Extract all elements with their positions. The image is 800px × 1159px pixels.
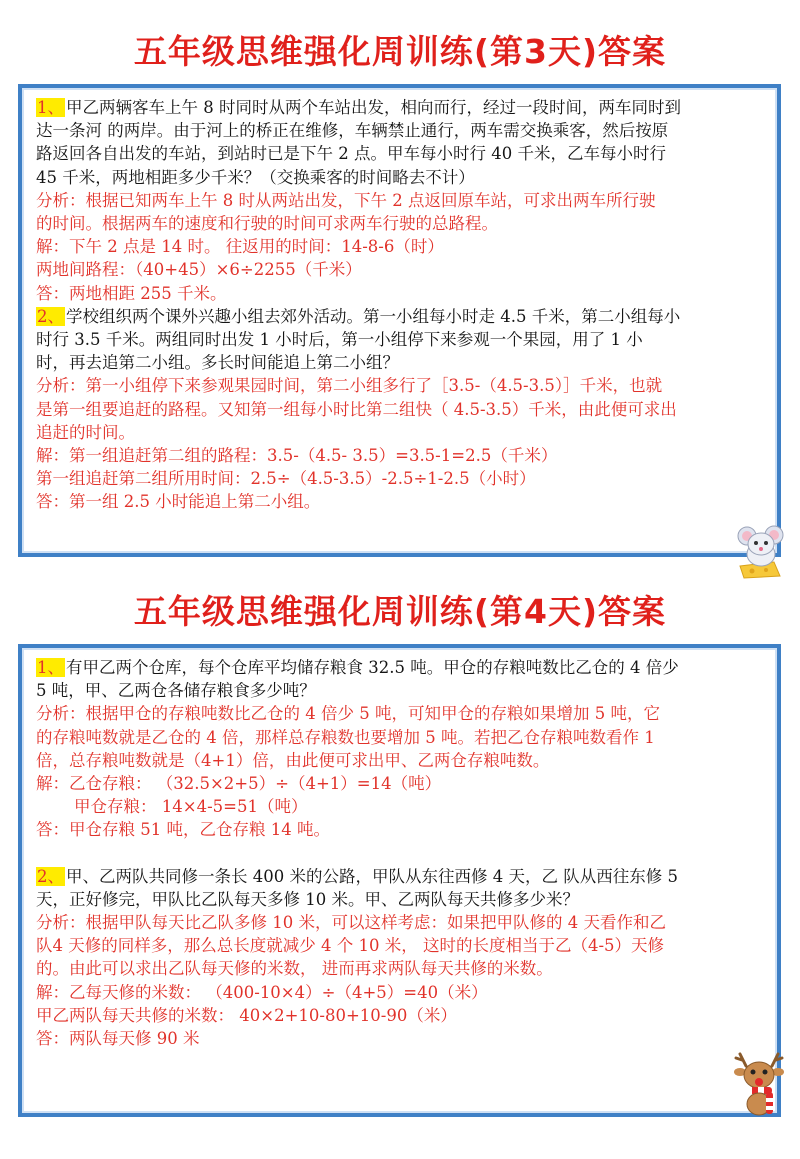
answer-line: 分析：第一小组停下来参观果园时间，第二小组多行了［3.5-（4.5-3.5）］千米，也就 (36, 376, 663, 396)
question-line: 达一条河 的两岸。由于河上的桥正在维修，车辆禁止通行，两车需交换乘客，然后按原 (36, 121, 669, 141)
question-line: 时行 3.5 千米。两组同时出发 1 小时后，第一小组停下来参观一个果园，用了 1 小 (36, 330, 643, 350)
answer-line: 解：第一组追赶第二组的路程：3.5-（4.5- 3.5）=3.5-1=2.5（千米） (36, 446, 558, 466)
problem-number: 1、 (37, 98, 64, 117)
mouse-cheese-icon (734, 522, 786, 580)
question-line: 2、 学校组织两个课外兴趣小组去郊外活动。第一小组每小时走 4.5 千米，第二小组每小 (37, 306, 681, 326)
answer-line: 答：第一组 2.5 小时能追上第二小组。 (36, 492, 321, 512)
problem-1 (36, 96, 765, 305)
answer-line: 解：乙每天修的米数： （400-10×4）÷（4+5）=40（米） (36, 982, 488, 1002)
answer-line: 答：两队每天修 90 米 (36, 1029, 200, 1049)
problem-number: 1、 (37, 658, 64, 677)
day3-title: 五年级思维强化周训练(第3天)答案 (133, 32, 667, 71)
problem-2 (36, 305, 765, 514)
answer-line: 解：下午 2 点是 14 时。 往返用的时间：14-8-6（时） (36, 237, 444, 257)
question-line: 时，再去追第二小组。多长时间能追上第二小组？ (36, 353, 399, 373)
answer-line: 分析：根据甲仓的存粮吨数比乙仓的 4 倍少 5 吨，可知甲仓的存粮如果增加 5 吨，它 (36, 704, 660, 724)
answer-line: 分析：根据甲队每天比乙队多修 10 米，可以这样考虑：如果把甲队修的 4 天看作和乙 (36, 913, 666, 933)
answer-line: 答：甲仓存粮 51 吨，乙仓存粮 14 吨。 (36, 820, 330, 840)
question-line: 45 千米，两地相距多少千米？（交换乘客的时间略去不计） (36, 167, 475, 187)
answer-line: 是第一组要追赶的路程。又知第一组每小时比第二组快（ 4.5-3.5）千米，由此便可求出 (36, 399, 677, 419)
answer-line: 追赶的时间。 (36, 422, 135, 442)
answer-line: 的时间。根据两车的速度和行驶的时间可求两车行驶的总路程。 (36, 214, 498, 234)
question-line: 5 吨，甲、乙两仓各储存粮食多少吨？ (36, 681, 316, 701)
answer-line: 的存粮吨数就是乙仓的 4 倍，那样总存粮数也要增加 5 吨。若把乙仓存粮吨数看作 1 (36, 727, 655, 747)
answer-line: 两地间路程：（40+45）×6÷2255（千米） (36, 260, 362, 280)
day3-answer-box (18, 84, 781, 557)
answer-line: 倍，总存粮吨数就是（4+1）倍，由此便可求出甲、乙两仓存粮吨数。 (36, 750, 550, 770)
reindeer-icon (732, 1048, 786, 1118)
question-line: 2、 甲、乙两队共同修一条长 400 米的公路，甲队从东往西修 4 天，乙 队从西往东修 5 (37, 866, 678, 886)
answer-line: 答：两地相距 255 千米。 (36, 283, 227, 303)
question-line: 天，正好修完，甲队比乙队每天多修 10 米。甲、乙两队每天共修多少米？ (36, 889, 579, 909)
answer-line: 队4 天修的同样多，那么总长度就减少 4 个 10 米， 这时的长度相当于乙（4-5）天修 (36, 936, 665, 956)
question-line: 路返回各自出发的车站，到站时已是下午 2 点。甲车每小时行 40 千米，乙车每小时行 (36, 144, 666, 164)
question-line: 1、 有甲乙两个仓库，每个仓库平均储存粮食 32.5 吨。甲仓的存粮吨数比乙仓的 4 倍少 (37, 658, 679, 677)
question-line: 1、 甲乙两辆客车上午 8 时同时从两个车站出发，相向而行，经过一段时间，两车同时到 (37, 98, 681, 117)
day4-answer-box (18, 644, 781, 1117)
answer-line: 分析：根据已知两车上午 8 时从两站出发，下午 2 点返回原车站，可求出两车所行驶 (36, 190, 656, 210)
answer-line: 解：乙仓存粮： （32.5×2+5）÷（4+1）=14（吨） (36, 774, 442, 794)
day4-title: 五年级思维强化周训练(第4天)答案 (133, 592, 667, 631)
answer-line: 甲乙两队每天共修的米数： 40×2+10-80+10-90（米） (36, 1005, 457, 1025)
problem-number: 2、 (37, 306, 64, 326)
answer-line: 的。由此可以求出乙队每天修的米数， 进而再求两队每天共修的米数。 (36, 959, 553, 979)
answer-line: 甲仓存粮： 14×4-5=51（吨） (74, 797, 308, 817)
problem-2 (36, 865, 765, 1051)
problem-1 (36, 656, 765, 842)
answer-line: 第一组追赶第二组所用时间：2.5÷（4.5-3.5）-2.5÷1-2.5（小时） (36, 469, 536, 489)
spacer (36, 842, 765, 865)
problem-number: 2、 (37, 866, 64, 886)
